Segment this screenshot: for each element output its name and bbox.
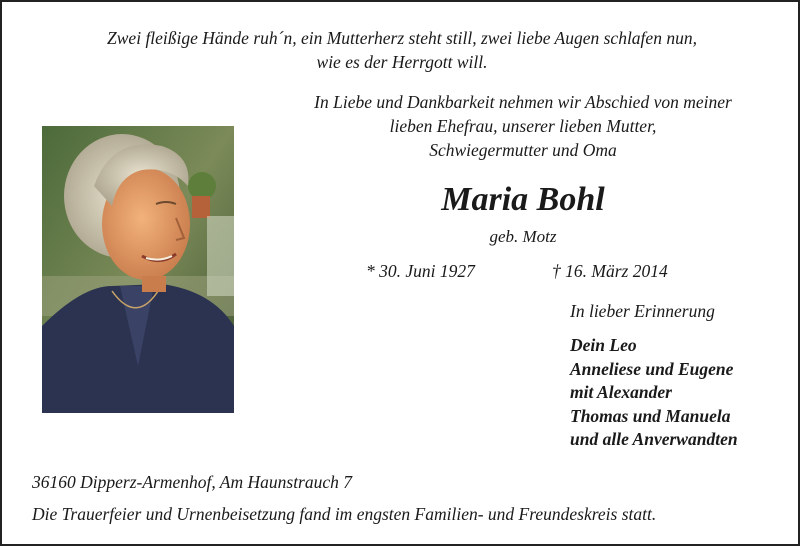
portrait-image [42,126,234,413]
signer: und alle Anverwandten [570,429,738,449]
remembrance-line: In lieber Erinnerung [570,301,715,321]
signer: Thomas und Manuela [570,405,731,426]
address: 36160 Dipperz-Armenhof, Am Haunstrauch 7 [32,472,353,492]
maiden-name: geb. Motz [489,227,557,246]
signer: Anneliese und Eugene [570,358,734,379]
intro-line-3: Schwiegermutter und Oma [429,140,617,160]
verse [32,26,772,74]
verse-line-2: wie es der Herrgott will. [316,52,488,72]
verse-line-1: Zwei fleißige Hände ruh´n, ein Mutterherz steht still, zwei liebe Augen schlafen nun, [107,28,697,48]
birth-date: * 30. Juni 1927 [366,261,475,281]
signer: Dein Leo [570,335,637,355]
ceremony-note: Die Trauerfeier und Urnenbeisetzung fand im engsten Familien- und Freundeskreis statt. [32,504,657,524]
signers-list [570,334,738,452]
portrait-photo [42,126,234,413]
deceased-name: Maria Bohl [441,181,605,218]
intro-line-2: lieben Ehefrau, unserer lieben Mutter, [389,116,657,136]
intro-text [272,90,774,162]
intro-line-1: In Liebe und Dankbarkeit nehmen wir Abschied von meiner [314,92,732,112]
signer: mit Alexander [570,382,672,402]
death-date: † 16. März 2014 [552,261,668,281]
